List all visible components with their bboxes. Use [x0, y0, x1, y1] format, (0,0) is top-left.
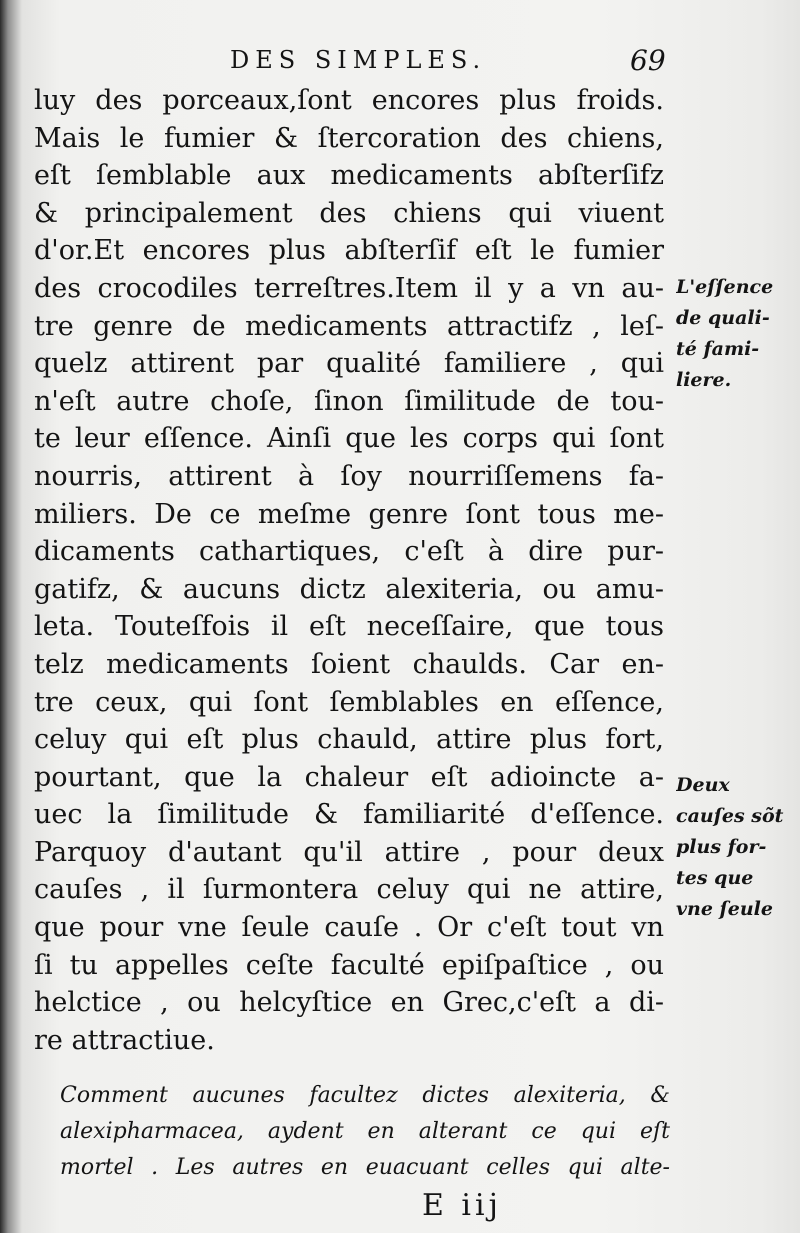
text-line: luy des porceaux,ſont encores plus froids. — [34, 85, 664, 116]
text-line: telz medicaments ſoient chaulds. Car en- — [34, 648, 664, 680]
page-header — [210, 44, 670, 84]
margin-note-essence — [676, 272, 800, 396]
margin-note-line: té fami- — [676, 338, 760, 360]
margin-note-line: de quali- — [676, 307, 770, 329]
text-line: ſi tu appelles ceſte faculté epiſpaſtice , ou — [34, 949, 664, 981]
section-heading-line: Comment aucunes facultez dictes alexiteria, & — [60, 1083, 670, 1108]
text-line: Parquoy d'autant qu'il attire , pour deux — [34, 836, 664, 868]
margin-note-line: L'eſſence — [676, 276, 774, 298]
page-number: 69 — [630, 44, 666, 77]
text-line: miliers. De ce meſme genre ſont tous me- — [34, 498, 664, 530]
text-line: cauſes , il ſurmontera celuy qui ne attire, — [34, 874, 664, 906]
text-line: tre ceux, qui ſont ſemblables en eſſence, — [34, 686, 664, 718]
text-line: leta. Touteſfois il eſt neceſſaire, que tous — [34, 611, 664, 643]
running-title: DES SIMPLES. — [230, 46, 487, 74]
text-line: te leur eſſence. Ainſi que les corps qui ſont — [34, 423, 664, 455]
text-line: tre genre de medicaments attractifz , leſ- — [34, 310, 664, 342]
margin-note-two-causes — [676, 770, 800, 925]
section-heading-line: mortel . Les autres en euacuant celles qui alte- — [60, 1155, 670, 1180]
section-heading — [60, 1078, 670, 1186]
text-line: nourris, attirent à ſoy nourriſſemens fa- — [34, 460, 664, 492]
text-line: celuy qui eſt plus chauld, attire plus fort, — [34, 724, 664, 756]
text-line: n'eſt autre choſe, ſinon ſimilitude de tou- — [34, 385, 664, 417]
text-line: eſt ſemblable aux medicaments abſterſifz — [34, 160, 664, 192]
main-text — [34, 82, 664, 1059]
margin-note-line: liere. — [676, 369, 732, 391]
text-line: uec la ſimilitude & familiarité d'eſſence. — [34, 799, 664, 831]
margin-note-line: cauſes sõt — [676, 805, 784, 827]
section-heading-line: alexipharmacea, aydent en alterant ce qui eſt — [60, 1119, 670, 1144]
text-line: re attractiue. — [34, 1024, 215, 1056]
margin-note-line: Deux — [676, 774, 730, 796]
text-line: des crocodiles terreſtres.Item il y a vn au- — [34, 272, 664, 304]
text-line: Mais le fumier & ſtercoration des chiens, — [34, 122, 664, 154]
text-line: gatifz, & aucuns dictz alexiteria, ou amu- — [34, 573, 664, 605]
margin-note-line: vne ſeule — [676, 898, 773, 920]
text-line: d'or.Et encores plus abſterſif eſt le fumier — [34, 235, 664, 267]
margin-note-line: tes que — [676, 867, 754, 889]
signature-mark: E iij — [422, 1188, 502, 1223]
text-line: quelz attirent par qualité familiere , qui — [34, 348, 664, 380]
text-line: pourtant, que la chaleur eſt adioincte a- — [34, 761, 664, 793]
text-line: & principalement des chiens qui viuent — [34, 197, 664, 229]
margin-note-line: plus for- — [676, 836, 767, 858]
text-line: helctice , ou helcyſtice en Grec,c'eſt a di- — [34, 987, 664, 1019]
text-line: dicaments cathartiques, c'eſt à dire pur- — [34, 536, 664, 568]
text-line: que pour vne ſeule cauſe . Or c'eſt tout vn — [34, 912, 664, 944]
